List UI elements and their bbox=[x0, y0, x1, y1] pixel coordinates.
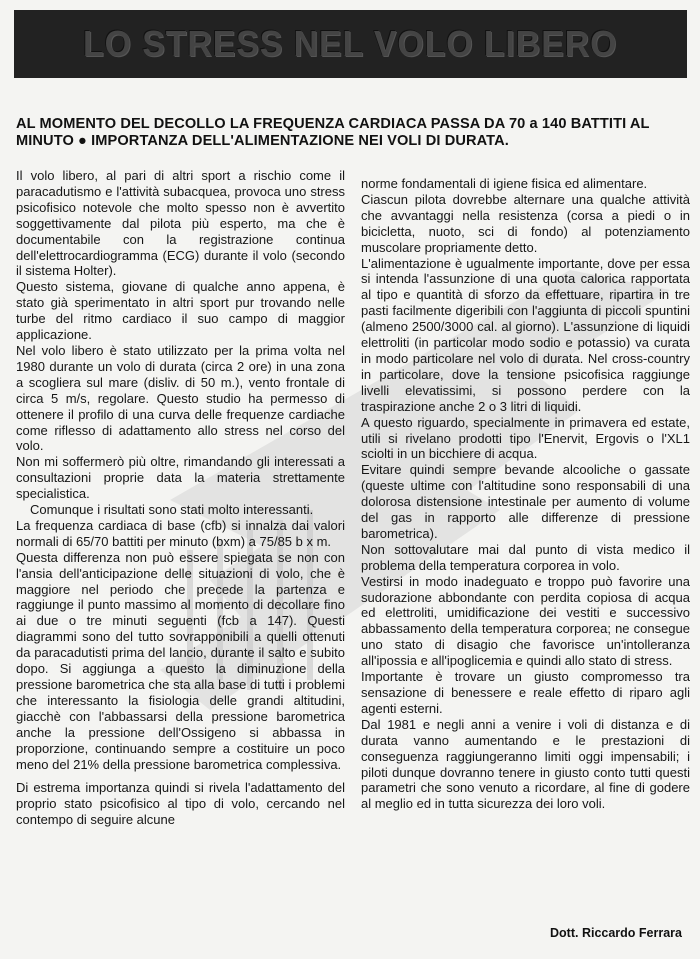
paragraph: norme fondamentali di igiene fisica ed alimentare. bbox=[361, 176, 648, 191]
paragraph: Nel volo libero è stato utilizzato per la prima volta nel 1980 durante un volo di durata (circa 2 ore) in una zona a scogliera sul mare (disliv. di 50 m.), vento frontale di circa 5 m/s, regolare. Questo studio ha permesso di ottenere il profilo di una curva delle frequenze cardiache come riflesso di adattamento allo stress nel corso del volo. bbox=[16, 342, 345, 454]
paragraph: Questo sistema, giovane di qualche anno appena, è stato già sperimentato in altri sport pur trovando nelle turbe del ritmo cardiaco il suo campo di maggior applicazione. bbox=[16, 279, 345, 343]
paragraph: Evitare quindi sempre bevande alcooliche o gassate (queste ultime con l'altitudine sono responsabili di una dolorosa distensione intestinale per aumento di volume del gas in rapporto alle differenze di pressione barometrica). bbox=[361, 462, 690, 541]
paragraph: Dal 1981 e negli anni a venire i voli di distanza e di durata vanno aumentando e le prestazioni di conseguenza raggiungeranno limiti oggi impensabili; i piloti dunque dovranno tenere in giusto conto tutti questi parametri che sono venuto a ricordare, al fine di godere al meglio ed in tutta sicurezza dei loro voli. bbox=[361, 716, 690, 812]
paragraph: La frequenza cardiaca di base (cfb) si innalza dai valori normali di 65/70 battiti per minuto (bxm) a 75/85 b x m. bbox=[16, 517, 345, 549]
title-banner bbox=[14, 10, 687, 78]
paragraph: Vestirsi in modo inadeguato e troppo può favorire una sudorazione abbondante con perdita copiosa di acqua ed elettroliti, umidificazione dei vestiti e successivo abbassamento della temperatura corporea; ne consegue uno stato di disagio che favorisce un'intolleranza all'ipossia e all'ipoglicemia e quindi allo stato di stress. bbox=[361, 573, 690, 669]
paragraph: A questo riguardo, specialmente in primavera ed estate, utili si rivelano prodotti tipo l'Enervit, Ergovis o l'XL1 sciolti in un bicchiere di acqua. bbox=[361, 414, 690, 462]
page-title: LO STRESS NEL VOLO LIBERO bbox=[83, 23, 618, 64]
article-subtitle: AL MOMENTO DEL DECOLLO LA FREQUENZA CARDIACA PASSA DA 70 a 140 BATTITI AL MINUTO ● IMPORTANZA DELL'ALIMENTAZIONE NEI VOLI DI DURATA. bbox=[16, 116, 650, 149]
paragraph: Comunque i risultati sono stati molto interessanti. bbox=[30, 502, 314, 518]
right-column bbox=[361, 168, 690, 828]
author-signature: Dott. Riccardo Ferrara bbox=[550, 926, 682, 940]
paragraph: Importante è trovare un giusto compromesso tra sensazione di benessere e reale effetto di riparo agli agenti esterni. bbox=[361, 669, 690, 716]
paragraph: Questa differenza non può essere spiegata se non con l'ansia dell'anticipazione delle situazioni di volo, che è maggiore nel periodo che precede la partenza e raggiunge il punto massimo al momento di decollare fino ai due o tre minuti seguenti (fcb a 147). Questi diagrammi sono del tutto sovrapponibili a quelli ottenuti da paracadutisti prima del lancio, durante il salto e subito dopo. Si aggiunga a questo la diminuzione della pressione barometrica che sta alla base di tutti i problemi che interessanto la fisiologia delle grandi altitudini, giacchè con l'abbassarsi della pressione barometrica anche la pressione dell'Ossigeno si abbassa in proporzione, continuando sempre a costituire un poco meno del 21% della pressione barometrica complessiva. bbox=[16, 549, 345, 772]
paragraph: Non sottovalutare mai dal punto di vista medico il problema della temperatura corporea in volo. bbox=[361, 541, 690, 573]
paragraph: L'alimentazione è ugualmente importante, dove per essa si intenda l'assunzione di una quota calorica rapportata al tipo e quantità di sforzo da effettuare, ripartira in tre pasti facilmente digeribili con l'aggiunta di piccoli spuntini (almeno 2500/3000 cal. al giorno). L'assunzione di liquidi elettroliti (in particolar modo sodio e potassio) va curata in modo particolare nel volo di durata. Nel cross-country in particolare, dove la tensione psicofisica raggiunge livelli elevatissimi, si possono perdere con la traspirazione anche 2 o 3 litri di liquidi. bbox=[361, 255, 690, 414]
paragraph: Il volo libero, al pari di altri sport a rischio come il paracadutismo e l'attività subacquea, provoca uno stress psicofisico notevole che molto spesso non è avvertito soggettivamente dal pilota più esperto, ma che è documentabile con la registrazione continua dell'elettrocardiogramma (ECG) durante il volo (secondo il sistema Holter). bbox=[16, 168, 345, 279]
paragraph: Ciascun pilota dovrebbe alternare una qualche attività che avvantaggi nella resistenza (corsa a piedi o in bicicletta, nuoto, sci di fondo) al potenziamento muscolare propriamente detto. bbox=[361, 191, 690, 255]
paragraph: Non mi soffermerò più oltre, rimandando gli interessati a consultazioni proprie data la materia strettamente specialistica. bbox=[16, 454, 345, 502]
article-body bbox=[16, 168, 690, 828]
left-column bbox=[16, 168, 345, 828]
paragraph: Di estrema importanza quindi si rivela l'adattamento del proprio stato psicofisico al tipo di volo, cercando nel contempo di seguire alcune bbox=[16, 780, 345, 828]
